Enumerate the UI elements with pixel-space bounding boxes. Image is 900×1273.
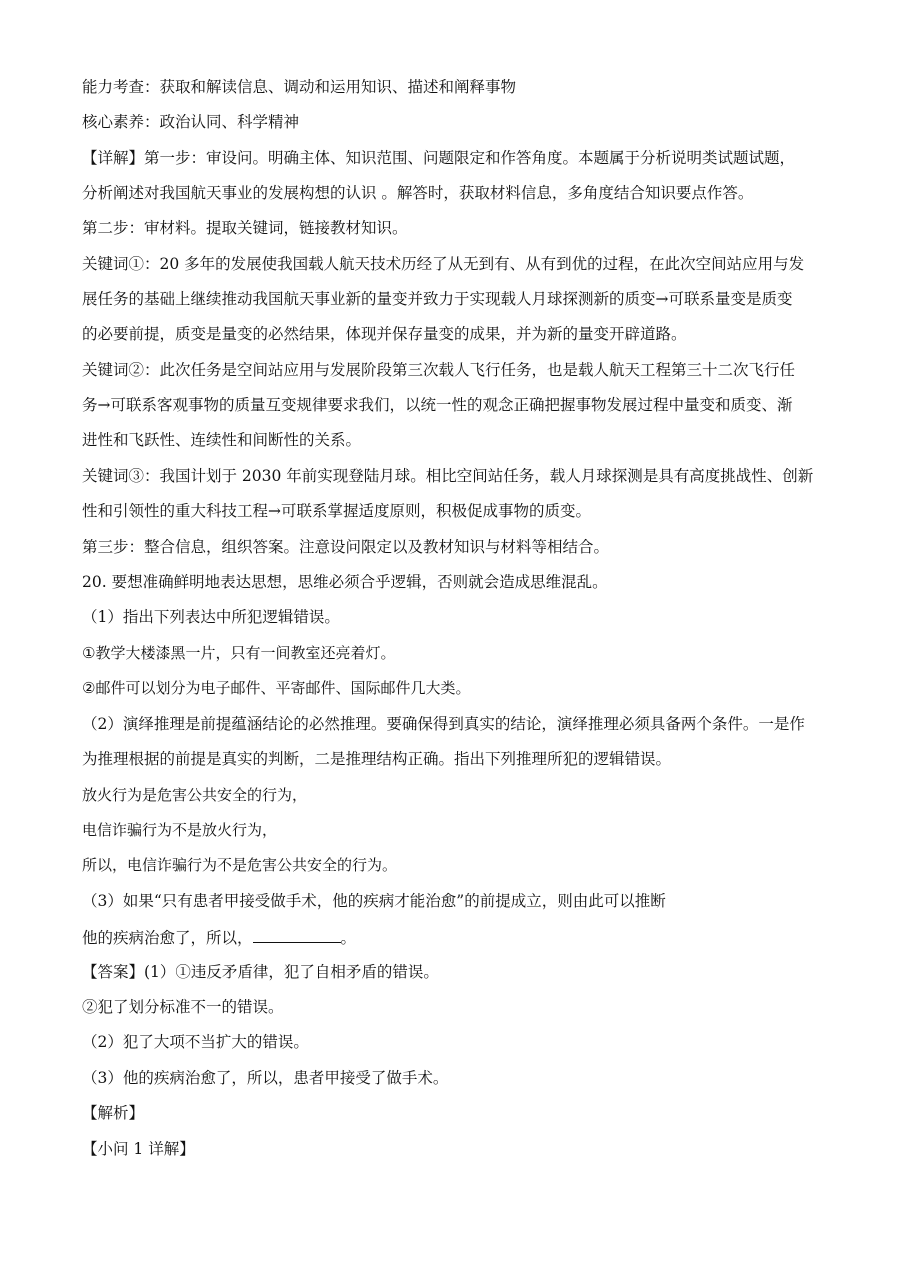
answer-line: 【答案】(1）①违反矛盾律，犯了自相矛盾的错误。 — [82, 963, 439, 981]
explanation-line: 分析阐述对我国航天事业的发展构想的认识 。解答时，获取材料信息，多角度结合知识要点作答。 — [82, 184, 754, 202]
sub-question-3-text: 他的疾病治愈了，所以， — [82, 929, 253, 947]
statement-one: ①教学大楼漆黑一片，只有一间教室还亮着灯。 — [82, 644, 396, 662]
step-three-line: 第三步：整合信息，组织答案。注意设问限定以及教材知识与材料等相结合。 — [82, 538, 610, 556]
sub-question-3-period: 。 — [340, 929, 357, 947]
explanation-line: 【详解】第一步：审设问。明确主体、知识范围、问题限定和作答角度。本题属于分析说明类试题试题， — [82, 149, 796, 167]
analysis-heading: 【解析】 — [82, 1104, 145, 1122]
keyword-one-line: 的必要前提，质变是量变的必然结果，体现并保存量变的成果，并为新的量变开辟道路。 — [82, 325, 687, 343]
statement-two: ②邮件可以划分为电子邮件、平寄邮件、国际邮件几大类。 — [82, 679, 471, 697]
core-literacy-line: 核心素养：政治认同、科学精神 — [82, 113, 300, 131]
syllogism-conclusion: 所以，电信诈骗行为不是危害公共安全的行为。 — [82, 856, 398, 874]
keyword-two-line: 关键词②：此次任务是空间站应用与发展阶段第三次载人飞行任务，也是载人航天工程第三十二次飞行任 — [82, 361, 796, 379]
sub-question-3: （3）如果“只有患者甲接受做手术，他的疾病才能治愈”的前提成立，则由此可以推断 — [82, 892, 666, 910]
keyword-three-line: 关键词③：我国计划于 2030 年前实现登陆月球。相比空间站任务，载人月球探测是具有高度挑战性、创新 — [82, 467, 814, 485]
answer-line: （3）他的疾病治愈了，所以，患者甲接受了做手术。 — [82, 1069, 449, 1087]
keyword-one-line: 关键词①：20 多年的发展使我国载人航天技术历经了从无到有、从有到优的过程，在此次空间站应用与发 — [82, 255, 805, 273]
answer-line: ②犯了划分标准不一的错误。 — [82, 998, 284, 1016]
keyword-three-line: 性和引领性的重大科技工程→可联系掌握适度原则，积极促成事物的质变。 — [82, 502, 591, 520]
sub-question-1: （1）指出下列表达中所犯逻辑错误。 — [82, 608, 340, 626]
keyword-two-line: 进性和飞跃性、连续性和间断性的关系。 — [82, 431, 362, 449]
step-two-line: 第二步：审材料。提取关键词，链接教材知识。 — [82, 219, 408, 237]
answer-blank — [253, 926, 341, 943]
keyword-one-line: 展任务的基础上继续推动我国航天事业新的量变并致力于实现载人月球探测新的质变→可联系量变是质变 — [82, 290, 793, 308]
sub-question-1-detail-heading: 【小问 1 详解】 — [82, 1140, 195, 1158]
sub-question-2: （2）演绎推理是前提蕴涵结论的必然推理。要确保得到真实的结论，演绎推理必须具备两个条件。一是作 — [82, 715, 805, 733]
syllogism-major-premise: 放火行为是危害公共安全的行为， — [82, 786, 308, 804]
sub-question-3-continued — [82, 926, 822, 948]
ability-line: 能力考查：获取和解读信息、调动和运用知识、描述和阐释事物 — [82, 78, 517, 96]
sub-question-2: 为推理根据的前提是真实的判断，二是推理结构正确。指出下列推理所犯的逻辑错误。 — [82, 750, 672, 768]
question-20-stem: 20. 要想准确鲜明地表达思想，思维必须合乎逻辑，否则就会造成思维混乱。 — [82, 573, 608, 591]
syllogism-minor-premise: 电信诈骗行为不是放火行为， — [82, 821, 278, 839]
keyword-two-line: 务→可联系客观事物的质量互变规律要求我们，以统一性的观念正确把握事物发展过程中量变和质变、渐 — [82, 396, 793, 414]
answer-line: （2）犯了大项不当扩大的错误。 — [82, 1033, 309, 1051]
